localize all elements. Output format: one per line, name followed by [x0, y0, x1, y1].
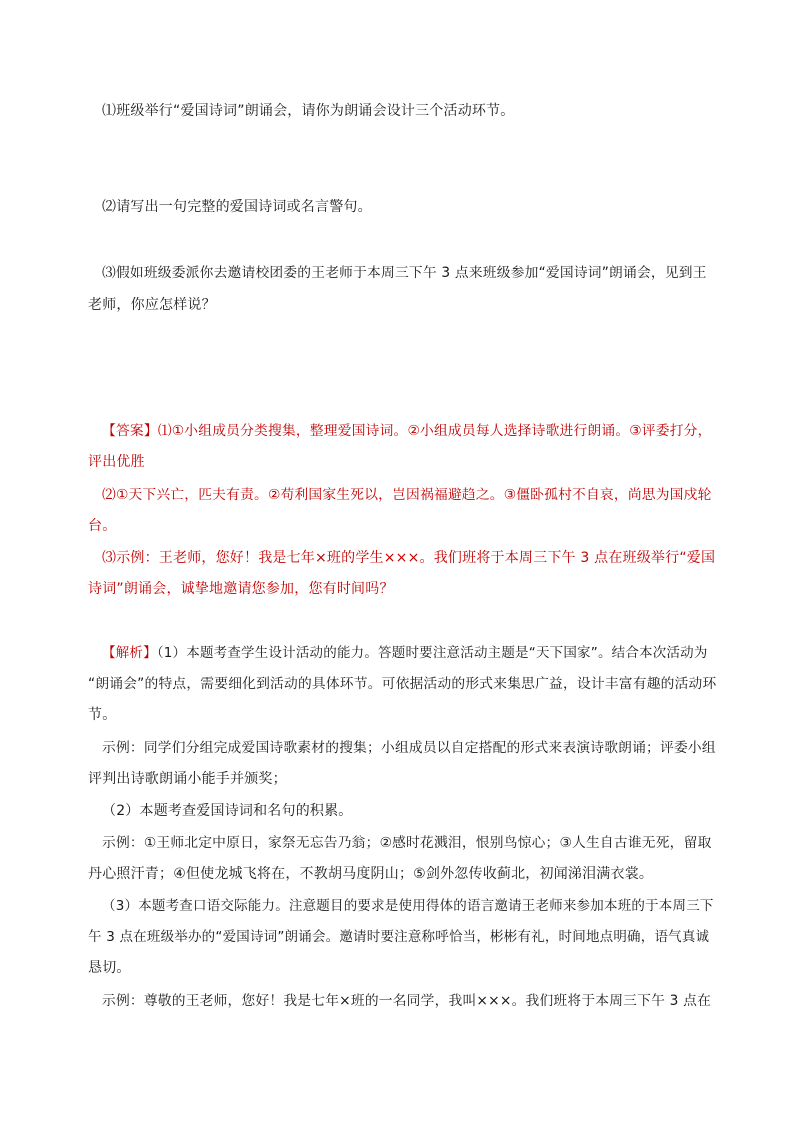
analysis-3-line-3: 恳切。	[88, 960, 131, 976]
example-2-line-2: 丹心照汗青；④但使龙城飞将在，不教胡马度阴山；⑤剑外忽传收蓟北，初闻涕泪满衣裳。	[88, 866, 654, 882]
example-1-line-1: 示例：同学们分组完成爱国诗歌素材的搜集；小组成员以自定搭配的形式来表演诗歌朗诵；评委小组	[102, 740, 716, 756]
question-3-line-1: ⑶假如班级委派你去邀请校团委的王老师于本周三下午 3 点来班级参加“爱国诗词”朗诵会，见到王	[102, 265, 707, 281]
analysis-1-line-3: 节。	[88, 707, 117, 723]
example-1-line-2: 评判出诗歌朗诵小能手并颁奖；	[88, 771, 287, 787]
analysis-3-line-2: 午 3 点在班级举办的“爱国诗词”朗诵会。邀请时要注意称呼恰当，彬彬有礼，时间地点明确，语气真诚	[88, 929, 710, 945]
answer-1-line-1	[102, 421, 712, 441]
example-3-line-1: 示例：尊敬的王老师，您好！我是七年×班的一名同学，我叫×××。我们班将于本周三下午 3 点在	[102, 993, 712, 1009]
answer-3-line-1: ⑶示例：王老师，您好！我是七年×班的学生×××。我们班将于本周三下午 3 点在班级举行“爱国	[102, 550, 716, 566]
answer-1-text: ⑴①小组成员分类搜集，整理爱国诗词。②小组成员每人选择诗歌进行朗诵。③评委打分，	[157, 423, 712, 439]
answer-1-line-2: 评出优胜	[88, 454, 145, 470]
analysis-1-line-2: “朗诵会”的特点，需要细化到活动的具体环节。可依据活动的形式来集思广益，设计丰富有趣的活动环	[88, 676, 717, 692]
question-3-line-2: 老师，你应怎样说？	[88, 297, 216, 313]
analysis-label: 【解析】	[102, 645, 157, 661]
example-2-line-1: 示例：①王师北定中原日，家祭无忘告乃翁；②感时花溅泪，恨别鸟惊心；③人生自古谁无死，留取	[102, 835, 712, 851]
analysis-2: （2）本题考查爱国诗词和名句的积累。	[102, 803, 353, 819]
analysis-3-line-1: （3）本题考查口语交际能力。注意题目的要求是使用得体的语言邀请王老师来参加本班的于本周三下	[102, 898, 714, 914]
question-1: ⑴班级举行“爱国诗词”朗诵会，请你为朗诵会设计三个活动环节。	[102, 103, 515, 119]
answer-label: 【答案】	[102, 423, 158, 439]
question-2: ⑵请写出一句完整的爱国诗词或名言警句。	[102, 199, 372, 215]
answer-3-line-2: 诗词”朗诵会，诚挚地邀请您参加，您有时间吗？	[88, 581, 394, 597]
analysis-1-text: （1）本题考查学生设计活动的能力。答题时要注意活动主题是“天下国家”。结合本次活动为	[156, 645, 708, 661]
answer-2-line-1: ⑵①天下兴亡，匹夫有责。②苟利国家生死以，岂因祸福避趋之。③僵卧孤村不自哀，尚思为国戍轮	[102, 487, 712, 503]
answer-2-line-2: 台。	[88, 518, 117, 534]
analysis-1-line-1	[102, 643, 708, 663]
